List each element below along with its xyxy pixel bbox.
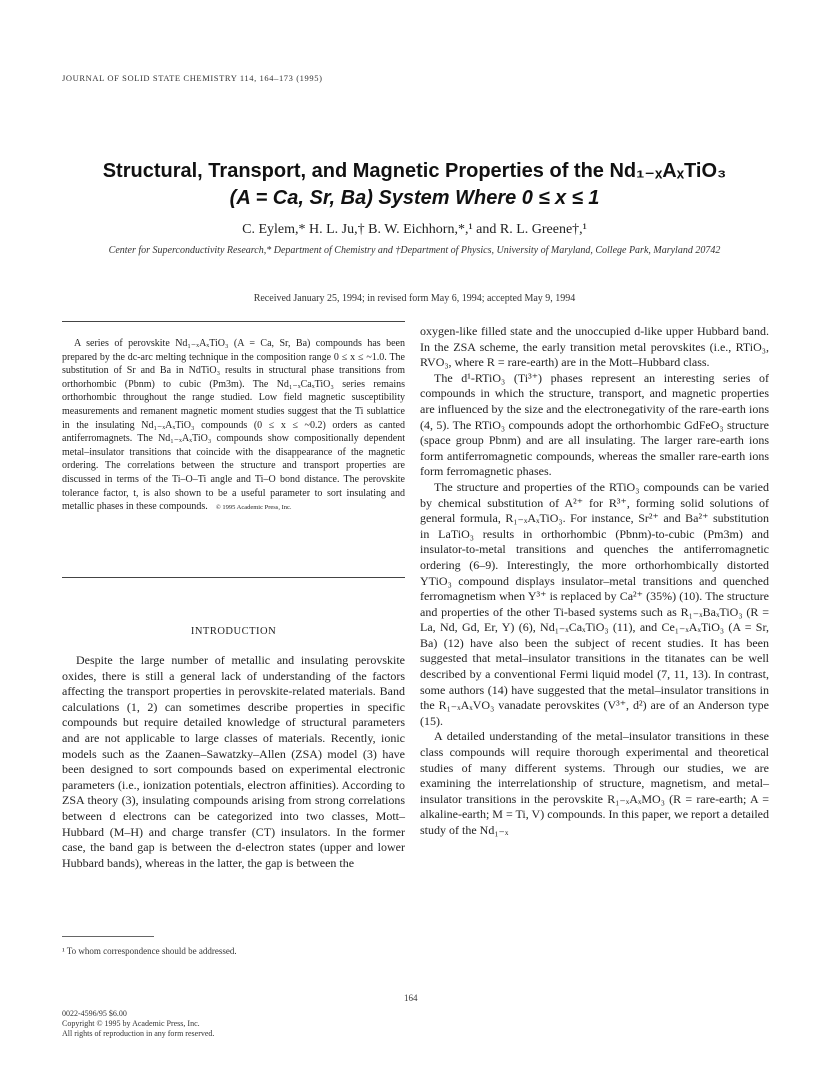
right-paragraph-2: The d¹-RTiO₃ (Ti³⁺) phases represent an interesting series of compounds in which the structure, transport, and magnetic properties are influenced by the size and the electronegativity of the rare-earth ions (4, 5). The RTiO₃ compounds adopt the orthorhombic GdFeO₃ structure (space group Pbnm) and are all insulating. The larger rare-earth ions form antiferromagnetic compounds, whereas the smaller rare-earth ions form ferromagnetic phases. — [420, 370, 769, 479]
title-line-1: Structural, Transport, and Magnetic Properties of the Nd₁₋ₓAₓTiO₃ — [102, 160, 727, 182]
footnote: ¹ To whom correspondence should be addressed. — [62, 946, 237, 956]
abstract-bottom-rule — [62, 577, 405, 578]
footnote-rule — [62, 936, 154, 937]
author-list: C. Eylem,* H. L. Ju,† B. W. Eichhorn,*,¹ and R. L. Greene†,¹ — [242, 222, 587, 237]
abstract-text: A series of perovskite Nd₁₋ₓAₓTiO₃ (A = Ca, Sr, Ba) compounds has been prepared by the dc-arc melting technique in the composition range 0 ≤ x ≤ ~1.0. The substitution of Sr and Ba in NdTiO₃ results in structural phase transitions from orthorhombic (Pbnm) to cubic (Pm3m). The Nd₁₋ₓCaₓTiO₃ series remains orthorhombic throughout the range studied. Low field magnetic susceptibility measurements and remanent magnetic moment studies suggest that the Ti sublattice in the insulating Nd₁₋ₓAₓTiO₃ compounds (0 ≤ x ≤ ~0.2) orders as canted antiferromagnets. The Nd₁₋ₓAₓTiO₃ compounds show compositionally dependent metal–insulator transitions that coincide with the disappearance of the magnetic ordering. The correlations between the structure and transport properties are discussed in terms of the Ti–O–Ti angle and Ti–O bond distance. The perovskite tolerance factor, t, is also shown to be a useful parameter to sort insulating and metallic phases in these compounds. — [62, 338, 405, 513]
title-line-2: (A = Ca, Sr, Ba) System Where 0 ≤ x ≤ 1 — [229, 187, 600, 209]
running-head: JOURNAL OF SOLID STATE CHEMISTRY 114, 164–173 (1995) — [62, 73, 323, 83]
abstract-copyright: © 1995 Academic Press, Inc. — [215, 504, 292, 512]
received-dates: Received January 25, 1994; in revised form May 6, 1994; accepted May 9, 1994 — [253, 293, 576, 304]
imprint-issn: 0022-4596/95 $6.00 — [62, 1009, 127, 1018]
imprint-copyright: Copyright © 1995 by Academic Press, Inc. — [62, 1019, 200, 1028]
abstract — [62, 337, 405, 515]
page-number: 164 — [404, 993, 418, 1003]
intro-paragraph: Despite the large number of metallic and insulating perovskite oxides, there is still a general lack of understanding of the factors affecting the transport properties in perovskite-related materials. Band calculations (1, 2) can sometimes describe properties in specific compounds but require detailed knowledge of structural parameters and are not applicable to large classes of materials. Recently, ionic models such as the Zaanen–Sawatzky–Allen (ZSA) model (3) have been designed to sort compounds based on experimental electronic parameters (i.e., ionization potentials, electron affinities). According to ZSA theory (3), insulating compounds arising from strong correlations between d electrons can be categorized into two classes, Mott–Hubbard (M–H) and charge transfer (CT) insulators. In the former case, the band gap is between the d-electron states (upper and lower Hubbard bands), whereas in the latter, the gap is between the — [62, 653, 405, 870]
section-heading-introduction: INTRODUCTION — [190, 626, 277, 637]
introduction-left-column — [62, 653, 405, 871]
imprint-rights: All rights of reproduction in any form reserved. — [62, 1029, 215, 1038]
affiliation: Center for Superconductivity Research,* Department of Chemistry and †Department of Physics, University of Maryland, College Park, Maryland 20742 — [108, 245, 721, 256]
copyright-imprint — [62, 1009, 214, 1039]
right-column — [420, 324, 769, 839]
right-paragraph-4: A detailed understanding of the metal–insulator transitions in these class compounds will require thorough experimental and theoretical studies of many different systems. Through our studies, we are examining the interrelationship of structure, magnetism, and metal–insulator transitions in the perovskite R₁₋ₓAₓMO₃ (R = rare-earth; A = alkaline-earth; M = Ti, V) compounds. In this paper, we report a detailed study of the Nd₁₋ₓ — [420, 729, 769, 837]
abstract-top-rule — [62, 321, 405, 322]
article-title — [30, 158, 799, 212]
right-paragraph-3: The structure and properties of the RTiO₃ compounds can be varied by chemical substitution of A²⁺ for R³⁺, forming solid solutions of general formula, R₁₋ₓAₓTiO₃. For instance, Sr²⁺ and Ba²⁺ substitution in LaTiO₃ results in orthorhombic (Pbnm)-to-cubic (Pm3m) and insulator-to-metal transitions and quenches the antiferromagnetic ordering (6–9). Interestingly, the more orthorhombically distorted YTiO₃ compound displays insulator–metal transitions and quenched ferromagnetism when Y³⁺ is replaced by Ca²⁺ (35%) (10). The structure and properties of the other Ti-based systems such as R₁₋ₓBaₓTiO₃ (R = La, Nd, Gd, Er, Y) (6), Nd₁₋ₓCaₓTiO₃ (11), and Ce₁₋ₓAₓTiO₃ (A = Sr, Ba) (12) have also been the subject of recent studies. It has been suggested that metal–insulator transitions in the titanates can be well described by a conventional Fermi liquid model (7, 11, 13). In contrast, some authors (14) have suggested that the metal–insulator transitions in the R₁₋ₓAₓVO₃ vanadate perovskites (V³⁺, d²) are of an Anderson type (15). — [420, 479, 769, 728]
right-paragraph-1: oxygen-like filled state and the unoccupied d-like upper Hubbard band. In the ZSA scheme, the early transition metal perovskites (i.e., RTiO₃, RVO₃, where R = rare-earth) are in the Mott–Hubbard class. — [420, 324, 769, 370]
